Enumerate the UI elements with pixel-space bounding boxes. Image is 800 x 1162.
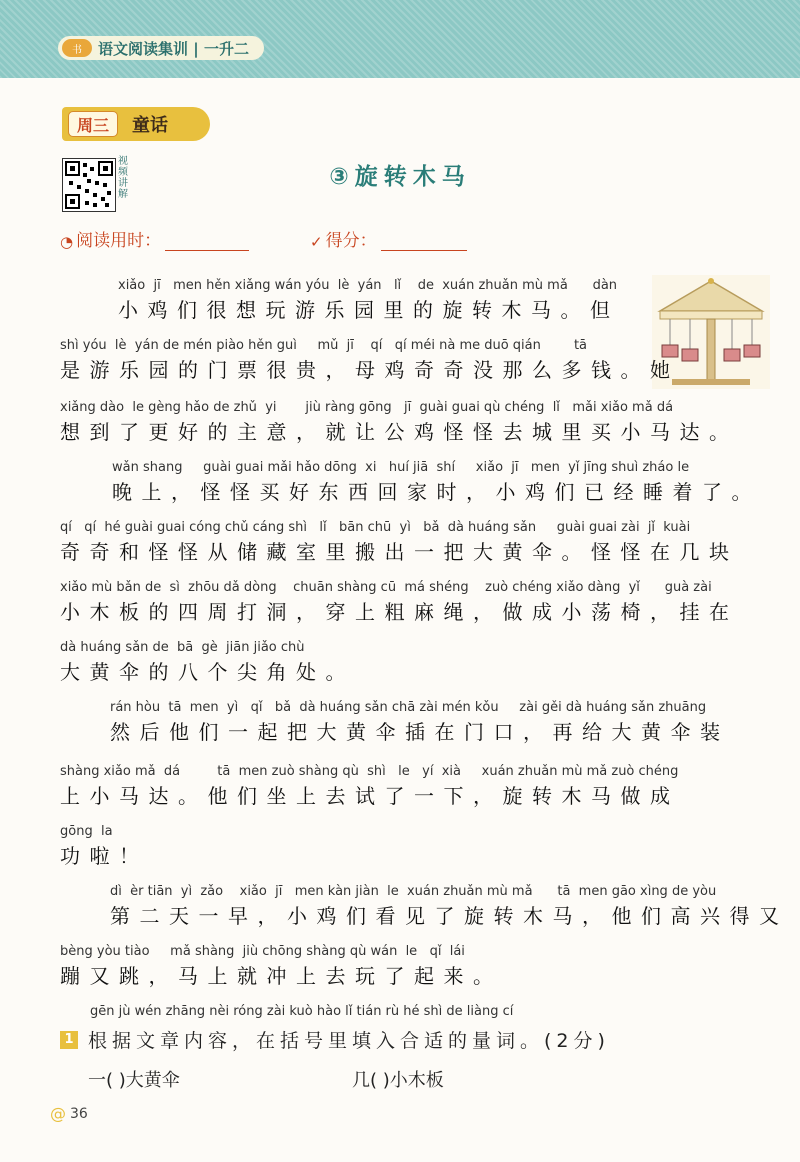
score[interactable] [310,226,467,251]
book-icon: 书 [62,39,92,57]
score-label: 得分： [325,231,377,251]
answer-blank-1[interactable]: 一( )大黄伞 [88,1070,180,1091]
series-title [98,38,249,59]
video-explain-label: 视频讲解 [118,156,128,200]
pinyin-line: gōng la [60,824,113,839]
text-line: 晚上，怪怪买好东西回家时，小鸡们已经睡着了。 [112,480,761,504]
pinyin-line: dì èr tiān yì zǎo xiǎo jī men kàn jiàn le xuán zhuǎn mù mǎ tā men gāo xìng de yòu [110,884,717,899]
day-tag [62,107,210,141]
series-separator: | [193,39,199,58]
question-number: 1 [60,1031,78,1049]
pinyin-line: xiǎo mù bǎn de sì zhōu dǎ dòng chuān shàng cū má shéng zuò chéng xiǎo dàng yǐ guà zài [60,580,712,595]
text-line: 然后他们一起把大黄伞插在门口，再给大黄伞装 [110,720,730,744]
genre-label: 童话 [132,115,169,136]
series-name: 语文阅读集训 [98,39,189,58]
text-line: 奇奇和怪怪从储藏室里搬出一把大黄伞。怪怪在几块 [60,540,739,564]
pinyin-line: qí qí hé guài guai cóng chǔ cáng shì lǐ bān chū yì bǎ dà huáng sǎn guài guai zài jǐ kuài [60,520,691,535]
pinyin-line: rán hòu tā men yì qǐ bǎ dà huáng sǎn chā zài mén kǒu zài gěi dà huáng sǎn zhuāng [110,700,707,715]
text-line: 大黄伞的八个尖角处。 [60,660,355,684]
text-line: 想到了更好的主意，就让公鸡怪怪去城里买小马达。 [60,420,739,444]
text-line: 小鸡们很想玩游乐园里的旋转木马。但 [118,298,620,322]
text-line: 是游乐园的门票很贵，母鸡奇奇没那么多钱。她 [60,358,680,382]
day-label: 周三 [68,111,118,137]
reading-time-label: 阅读用时： [76,231,162,251]
pinyin-line: xiǎng dào le gèng hǎo de zhǔ yi jiù ràng gōng jī guài guai qù chéng lǐ mǎi xiǎo mǎ dá [60,400,674,415]
answer-blank-2[interactable]: 几( )小木板 [352,1070,444,1091]
pinyin-line: shì yóu lè yán de mén piào hěn guì mǔ jī qí qí méi nà me duō qián tā [60,338,588,353]
pinyin-line: shàng xiǎo mǎ dá tā men zuò shàng qù shì le yí xià xuán zhuǎn mù mǎ zuò chéng [60,764,679,779]
text-line: 功啦！ [60,844,149,868]
pinyin-line: wǎn shang guài guai mǎi hǎo dōng xi huí jiā shí xiǎo jī men yǐ jīng shuì zháo le [112,460,690,475]
spiral-icon: @ [50,1104,66,1123]
question-pinyin: gēn jù wén zhāng nèi róng zài kuò hào lǐ tián rù hé shì de liàng cí [90,1004,514,1019]
page-number-text: 36 [70,1105,88,1122]
clock-icon: ◔ [60,233,74,251]
pinyin-line: xiǎo jī men hěn xiǎng wán yóu lè yán lǐ de xuán zhuǎn mù mǎ dàn [118,278,618,293]
reading-time[interactable] [60,226,249,251]
text-line: 上小马达。他们坐上去试了一下，旋转木马做成 [60,784,680,808]
pinyin-line: bèng yòu tiào mǎ shàng jiù chōng shàng qù wán le qǐ lái [60,944,465,959]
page-title: ③旋转木马 [329,164,471,190]
series-header [58,36,264,60]
page-number [50,1104,88,1123]
check-icon: ✓ [310,233,323,251]
question-text: 根据文章内容，在括号里填入合适的量词。(2分) [88,1030,610,1052]
question-1 [60,1026,610,1053]
series-grade: 一升二 [203,39,249,58]
text-line: 第二天一早，小鸡们看见了旋转木马，他们高兴得又 [110,904,789,928]
score-blank[interactable] [381,249,467,251]
text-line: 小木板的四周打洞，穿上粗麻绳，做成小荡椅，挂在 [60,600,739,624]
text-line: 蹦又跳，马上就冲上去玩了起来。 [60,964,503,988]
reading-time-blank[interactable] [165,249,249,251]
pinyin-line: dà huáng sǎn de bā gè jiān jiǎo chù [60,640,305,655]
